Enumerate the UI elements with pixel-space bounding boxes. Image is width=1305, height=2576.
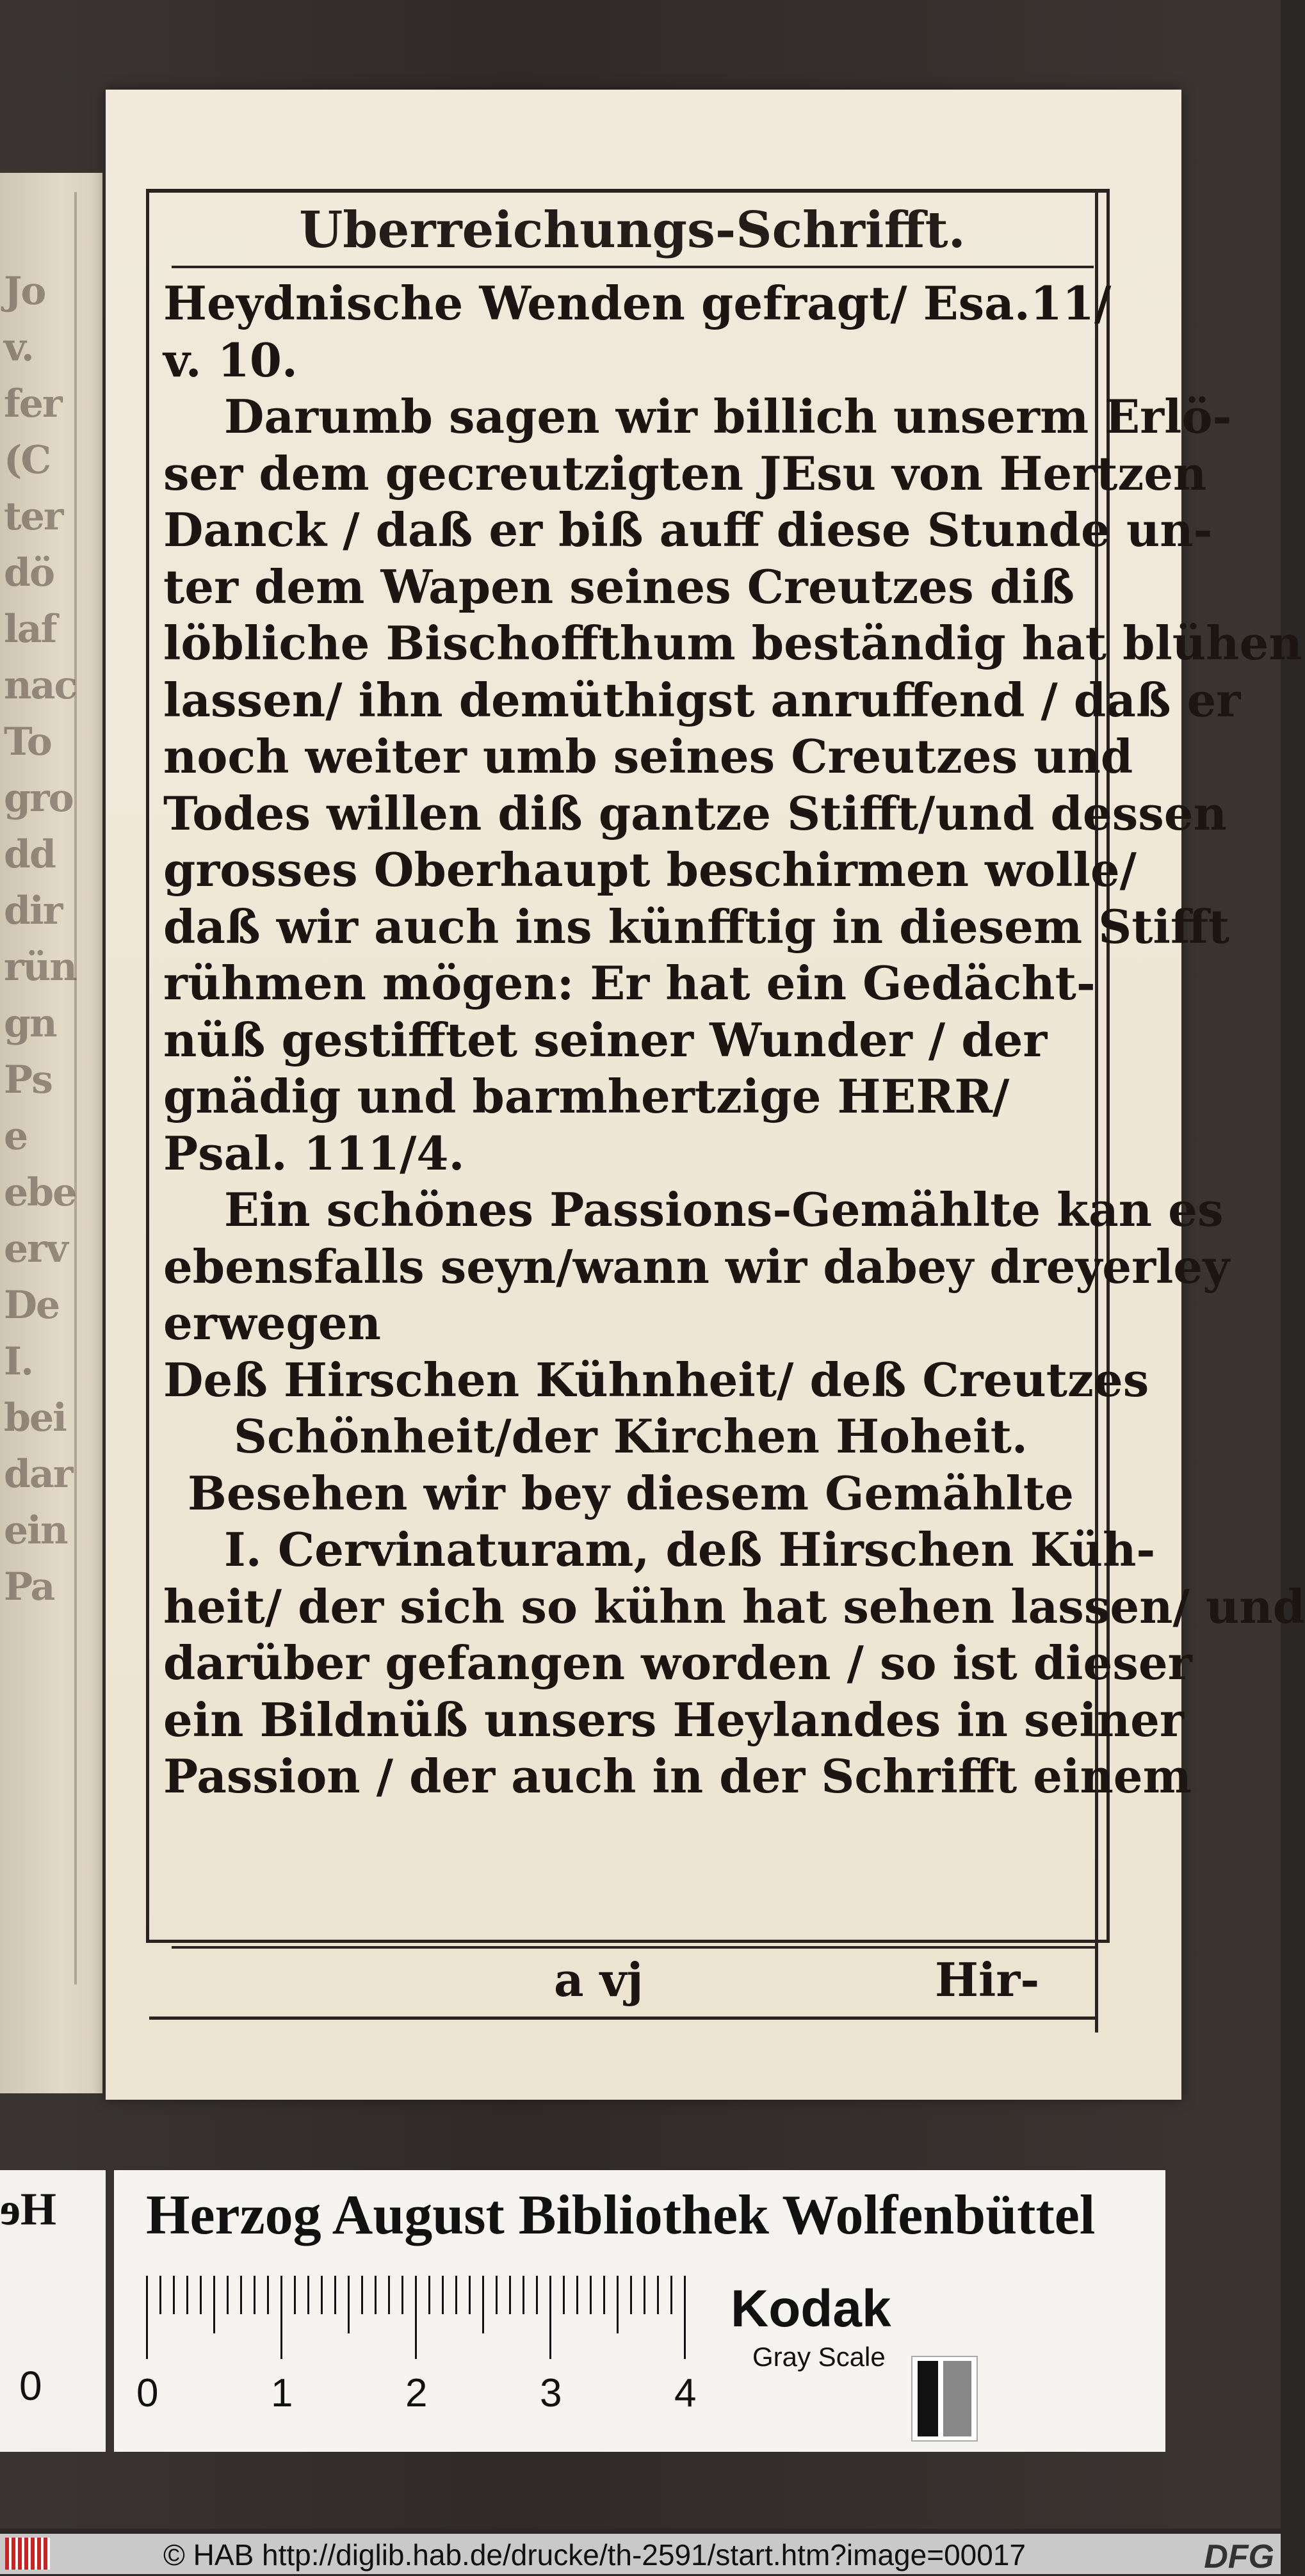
gray-patch: [943, 2361, 971, 2436]
scale-ruler: [136, 2276, 697, 2415]
text-line: Passion / der auch in der Schrifft einem: [163, 1749, 1192, 1803]
left-page-fragment: gro: [4, 776, 73, 821]
ruler-tick: [523, 2276, 524, 2314]
ruler-tick: [657, 2276, 659, 2314]
ruler-tick: [294, 2276, 296, 2314]
ruler-tick: [428, 2276, 430, 2314]
text-line: Danck / daß er biß auff diese Stunde un-: [163, 503, 1213, 557]
ruler-tick: [509, 2276, 511, 2314]
body-text: [163, 275, 1305, 1805]
ruler-number: 2: [405, 2371, 428, 2415]
book-page: [106, 90, 1305, 2100]
kodak-logo: Kodak: [731, 2280, 891, 2338]
ruler-tick: [159, 2276, 161, 2314]
ruler-tick: [213, 2276, 215, 2333]
left-page-fragment: To: [4, 720, 51, 764]
ruler-tick: [348, 2276, 350, 2333]
ruler-tick: [254, 2276, 255, 2314]
text-line: ein Bildnüß unsers Heylandes in seiner: [163, 1692, 1184, 1747]
footer-bar: [0, 2534, 1281, 2574]
left-page-fragment: rün: [4, 945, 76, 990]
ruler-tick: [670, 2276, 672, 2314]
ruler-tick: [240, 2276, 242, 2314]
ruler-tick: [549, 2276, 551, 2359]
ruler-tick: [630, 2276, 632, 2314]
gray-swatch: [911, 2356, 978, 2442]
text-bottom-rule: [172, 1946, 1096, 1949]
left-page-fragment: dir: [4, 889, 62, 933]
ruler-tick: [388, 2276, 390, 2314]
ruler-tick: [590, 2276, 592, 2314]
card-left-zero: 0: [19, 2363, 42, 2409]
left-page-fragment: (C: [4, 438, 51, 483]
text-line: Psal. 111/4.: [163, 1125, 465, 1180]
ruler-tick: [684, 2276, 686, 2359]
text-line: Deß Hirschen Kühnheit/ deß Creutzes: [163, 1352, 1149, 1407]
left-page-fragment: dd: [4, 832, 55, 877]
text-line: Schönheit/der Kirchen Hoheit.: [234, 1409, 1028, 1463]
left-page-fragment: dar: [4, 1452, 72, 1497]
text-line: Ein schönes Passions-Gemählte kan es: [224, 1182, 1224, 1237]
ruler-tick: [146, 2276, 148, 2359]
left-page-fragment: laf: [4, 607, 56, 652]
ruler-tick: [361, 2276, 363, 2314]
text-line: ebensfalls seyn/wann wir dabey dreyerley: [163, 1239, 1230, 1294]
text-line: ter dem Wapen seines Creutzes diß: [163, 559, 1075, 614]
ruler-tick: [563, 2276, 565, 2314]
gray-scale-label: Gray Scale: [752, 2342, 886, 2372]
ruler-tick: [200, 2276, 202, 2314]
ruler-number: 4: [674, 2371, 697, 2415]
text-line: lassen/ ihn demüthigst anruffend / daß er: [163, 672, 1241, 727]
left-page-fragment: Jo: [4, 269, 45, 314]
text-line: gnädig und barmhertzige HERR/: [163, 1069, 1010, 1123]
ruler-tick: [482, 2276, 484, 2333]
signature-mark: a vj: [554, 1952, 644, 2007]
left-page-fragment: v.: [4, 325, 33, 370]
ruler-tick: [307, 2276, 309, 2314]
ruler-tick: [455, 2276, 457, 2314]
text-line: Besehen wir bey diesem Gemählte: [188, 1465, 1074, 1520]
left-neighbour-page: [0, 173, 102, 2093]
card-left-fragment: He: [0, 2184, 56, 2235]
citation-link[interactable]: © HAB http://diglib.hab.de/drucke/th-2591/start.htm?image=00017: [163, 2538, 1026, 2572]
left-page-fragment: ebe: [4, 1170, 76, 1215]
ruler-tick: [280, 2276, 282, 2359]
text-line: heit/ der sich so kühn hat sehen lassen/ und: [163, 1579, 1305, 1634]
left-page-fragment: Pa: [4, 1565, 54, 1609]
hab-logo-icon: [5, 2538, 50, 2570]
text-line: grosses Oberhaupt beschirmen wolle/: [163, 842, 1137, 897]
ruler-tick: [644, 2276, 645, 2314]
left-page-fragment: nac: [4, 663, 77, 708]
ruler-number: 3: [540, 2371, 562, 2415]
ruler-tick: [617, 2276, 619, 2333]
text-line: v. 10.: [163, 332, 298, 387]
ruler-tick: [334, 2276, 336, 2314]
color-card: [114, 2170, 1165, 2452]
ruler-number: 1: [271, 2371, 293, 2415]
ruler-tick: [442, 2276, 444, 2314]
ruler-tick: [186, 2276, 188, 2314]
left-page-fragment: gn: [4, 1001, 56, 1046]
text-line: erwegen: [163, 1296, 382, 1350]
text-line: Darumb sagen wir billich unserm Erlö-: [224, 389, 1232, 444]
left-page-rule: [74, 192, 77, 1984]
color-card-left-part: [0, 2170, 106, 2452]
left-page-fragment: bei: [4, 1396, 66, 1440]
ruler-number: 0: [136, 2371, 159, 2415]
ruler-tick: [469, 2276, 471, 2314]
left-page-fragment: ter: [4, 494, 63, 539]
catchword: Hir-: [935, 1952, 1040, 2007]
ruler-tick: [415, 2276, 417, 2359]
left-page-fragment: fer: [4, 382, 61, 426]
frame-base-rule: [149, 2017, 1097, 2020]
left-page-fragment: ein: [4, 1508, 67, 1553]
dfg-logo: DFG: [1204, 2538, 1274, 2575]
card-title: Herzog August Bibliothek Wolfenbüttel: [146, 2184, 1096, 2246]
ruler-tick: [227, 2276, 229, 2314]
ruler-tick: [401, 2276, 403, 2314]
ruler-tick: [375, 2276, 377, 2314]
text-line: löbliche Bischoffthum beständig hat blühen: [163, 616, 1302, 670]
left-page-fragment: Ps: [4, 1058, 52, 1102]
ruler-tick: [576, 2276, 578, 2314]
ruler-tick: [603, 2276, 605, 2314]
black-patch: [918, 2361, 938, 2436]
text-line: noch weiter umb seines Creutzes und: [163, 729, 1133, 784]
ruler-tick: [173, 2276, 175, 2314]
left-page-fragment: dö: [4, 551, 54, 595]
ruler-tick: [321, 2276, 323, 2314]
text-line: rühmen mögen: Er hat ein Gedächt-: [163, 956, 1096, 1010]
ruler-tick: [267, 2276, 269, 2314]
text-line: Heydnische Wenden gefragt/ Esa.11/: [163, 276, 1112, 330]
text-line: Todes willen diß gantze Stifft/und dessen: [163, 785, 1227, 841]
ruler-tick: [496, 2276, 498, 2314]
text-line: ser dem gecreutzigten JEsu von Hertzen: [163, 446, 1207, 501]
text-line: daß wir auch ins künfftig in diesem Stifft: [163, 899, 1230, 954]
left-page-fragment: erv: [4, 1227, 67, 1271]
ruler-tick: [536, 2276, 538, 2314]
running-header: Uberreichungs-Schrifft.: [299, 201, 966, 259]
text-line: I. Cervinaturam, deß Hirschen Küh-: [224, 1522, 1156, 1577]
left-page-fragment: De: [4, 1283, 60, 1328]
text-line: darüber gefangen worden / so ist dieser: [163, 1636, 1192, 1690]
left-page-fragment: e: [4, 1114, 28, 1159]
header-rule: [172, 266, 1094, 268]
left-page-fragment: I.: [4, 1339, 33, 1384]
text-line: nüß gestifftet seiner Wunder / der: [163, 1012, 1048, 1067]
